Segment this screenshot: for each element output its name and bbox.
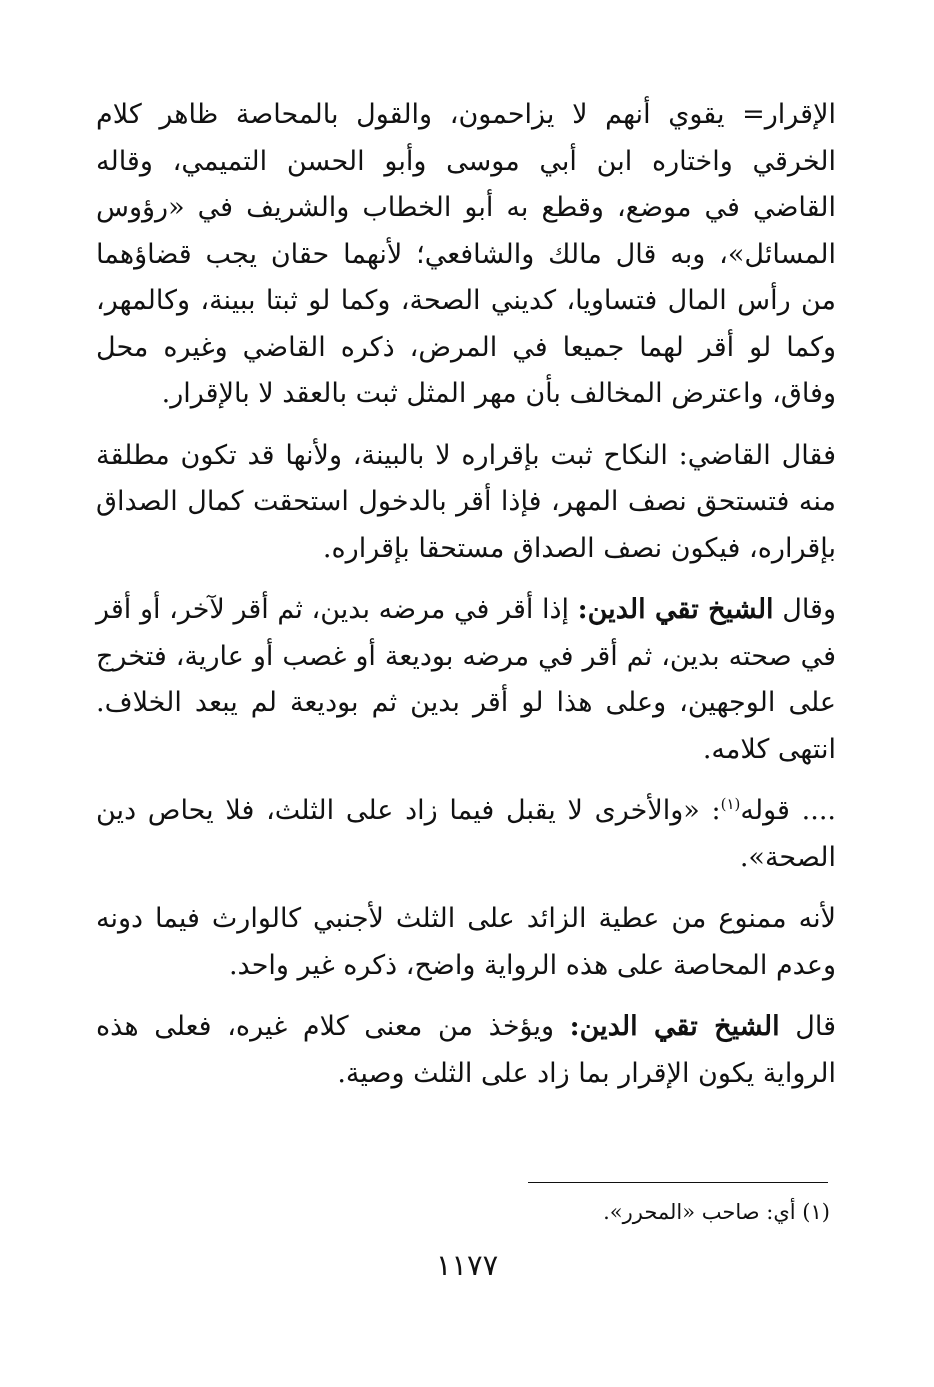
paragraph-3-speaker: الشيخ تقي الدين:	[577, 594, 774, 625]
paragraph-6	[96, 1004, 836, 1097]
paragraph-4	[96, 788, 836, 881]
paragraph-2	[96, 433, 836, 573]
paragraph-3	[96, 587, 836, 773]
paragraph-5	[96, 896, 836, 989]
paragraph-4-prefix: .... قوله	[740, 795, 836, 826]
footnote: (١) أي: صاحب «المحرر».	[603, 1200, 830, 1224]
paragraph-6-prefix: قال	[779, 1011, 836, 1042]
footnote-reference[interactable]: (١)	[720, 795, 741, 813]
paragraph-5-text: لأنه ممنوع من عطية الزائد على الثلث لأجنبي كالوارث فيما دونه وعدم المحاصة على هذه الرواية واضح، ذكره غير واحد.	[96, 903, 836, 981]
paragraph-6-speaker: الشيخ تقي الدين:	[569, 1011, 780, 1042]
page-number: ١١٧٧	[435, 1248, 499, 1282]
paragraph-2-text: فقال القاضي: النكاح ثبت بإقراره لا بالبينة، ولأنها قد تكون مطلقة منه فتستحق نصف المهر، فإذا أقر بالدخول استحقت كمال الصداق بإقراره، فيكون نصف الصداق مستحقا بإقراره.	[96, 439, 836, 564]
paragraph-3-text: إذا أقر في مرضه بدين، ثم أقر لآخر، أو أقر في صحته بدين، ثم أقر في مرضه بوديعة أو غصب أو عارية، فتخرج على الوجهين، وعلى هذا لو أقر بدين ثم بوديعة لم يبعد الخلاف. انتهى كلامه.	[96, 594, 836, 765]
paragraph-6-text: ويؤخذ من معنى كلام غيره، فعلى هذه الرواية يكون الإقرار بما زاد على الثلث وصية.	[96, 1011, 836, 1089]
footnote-divider	[528, 1182, 828, 1183]
paragraph-1	[96, 92, 836, 418]
paragraph-3-prefix: وقال	[773, 594, 836, 625]
main-text	[96, 92, 836, 1097]
paragraph-4-text: : «والأخرى لا يقبل فيما زاد على الثلث، فلا يحاص دين الصحة».	[96, 795, 836, 873]
paragraph-1-text: الإقرار= يقوي أنهم لا يزاحمون، والقول بالمحاصة ظاهر كلام الخرقي واختاره ابن أبي موسى وأبو الحسن التميمي، وقاله القاضي في موضع، وقطع به أبو الخطاب والشريف في «رؤوس المسائل»، وبه قال مالك والشافعي؛ لأنهما حقان يجب قضاؤهما من رأس المال فتساويا، كديني الصحة، وكما لو ثبتا ببينة، وكالمهر، وكما لو أقر لهما جميعا في المرض، ذكره القاضي وغيره محل وفاق، واعترض المخالف بأن مهر المثل ثبت بالعقد لا بالإقرار.	[96, 99, 836, 409]
